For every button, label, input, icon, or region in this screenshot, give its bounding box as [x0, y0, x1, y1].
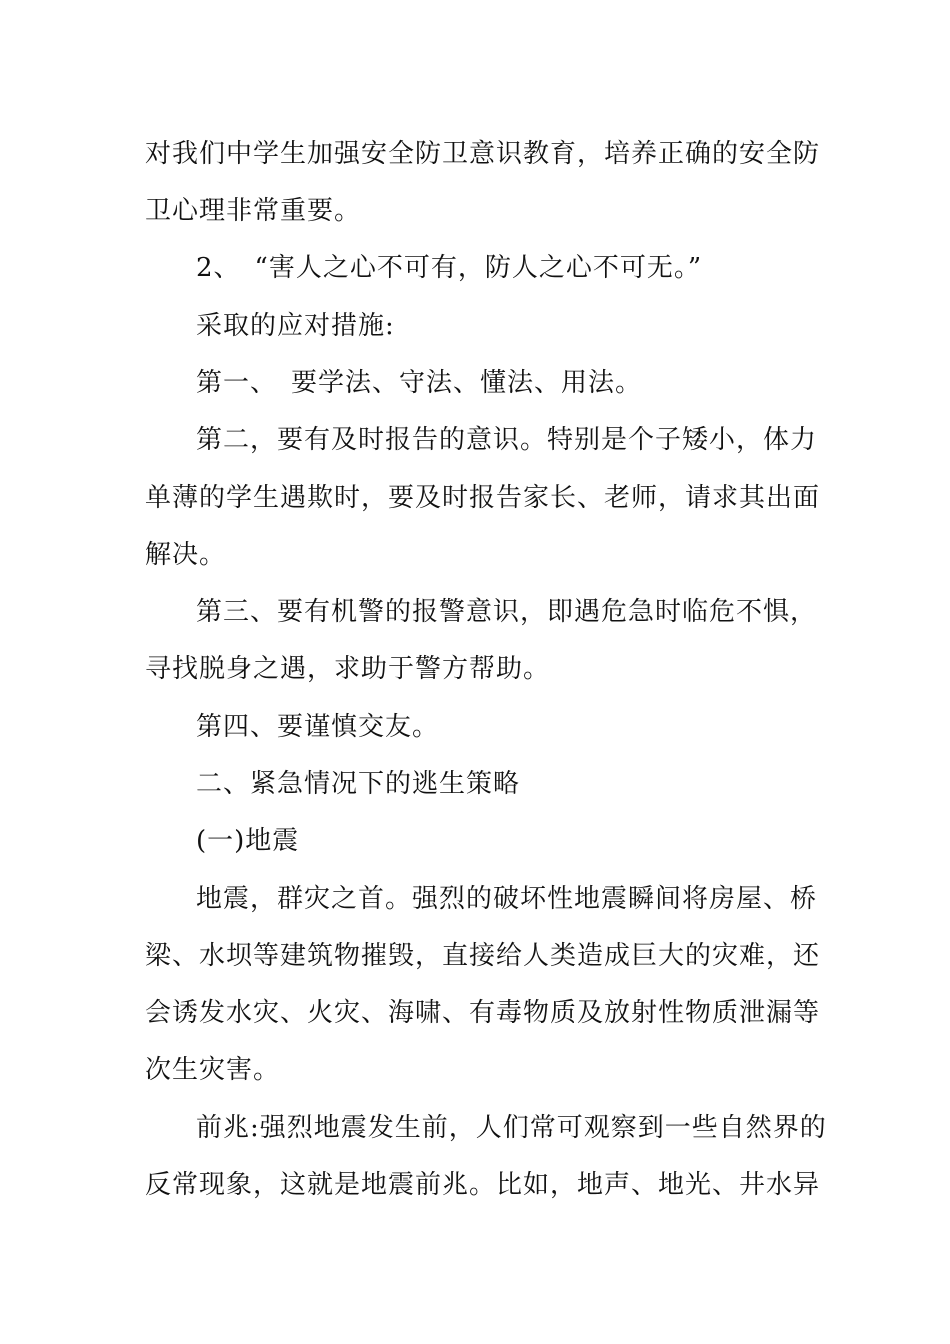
- text-line: 反常现象，这就是地震前兆。比如，地声、地光、井水异: [145, 1170, 821, 1200]
- text-line: 寻找脱身之遇，求助于警方帮助。: [145, 654, 551, 684]
- text-line: 对我们中学生加强安全防卫意识教育，培养正确的安全防: [145, 139, 821, 169]
- text-line: 第三、要有机警的报警意识，即遇危急时临危不惧，: [196, 597, 818, 627]
- text-line: 梁、水坝等建筑物摧毁，直接给人类造成巨大的灾难，还: [145, 941, 821, 971]
- text-line: 第四、要谨慎交友。: [196, 712, 440, 742]
- text-line: 2、 “害人之心不可有，防人之心不可无。”: [196, 253, 703, 283]
- text-line: 解决。: [145, 540, 227, 570]
- text-line: 地震，群灾之首。强烈的破坏性地震瞬间将房屋、桥: [196, 884, 818, 914]
- subsection-heading: (一)地震: [196, 826, 300, 856]
- text-line: 第一、 要学法、守法、懂法、用法。: [196, 368, 643, 398]
- section-heading: 二、紧急情况下的逃生策略: [196, 769, 521, 799]
- text-line: 单薄的学生遇欺时，要及时报告家长、老师，请求其出面: [145, 483, 821, 513]
- text-line: 会诱发水灾、火灾、海啸、有毒物质及放射性物质泄漏等: [145, 998, 821, 1028]
- text-line: 第二，要有及时报告的意识。特别是个子矮小，体力: [196, 425, 818, 455]
- text-line: 卫心理非常重要。: [145, 196, 362, 226]
- text-line: 次生灾害。: [145, 1055, 281, 1085]
- text-line: 采取的应对措施:: [196, 311, 395, 341]
- text-line: 前兆:强烈地震发生前，人们常可观察到一些自然界的: [196, 1113, 827, 1143]
